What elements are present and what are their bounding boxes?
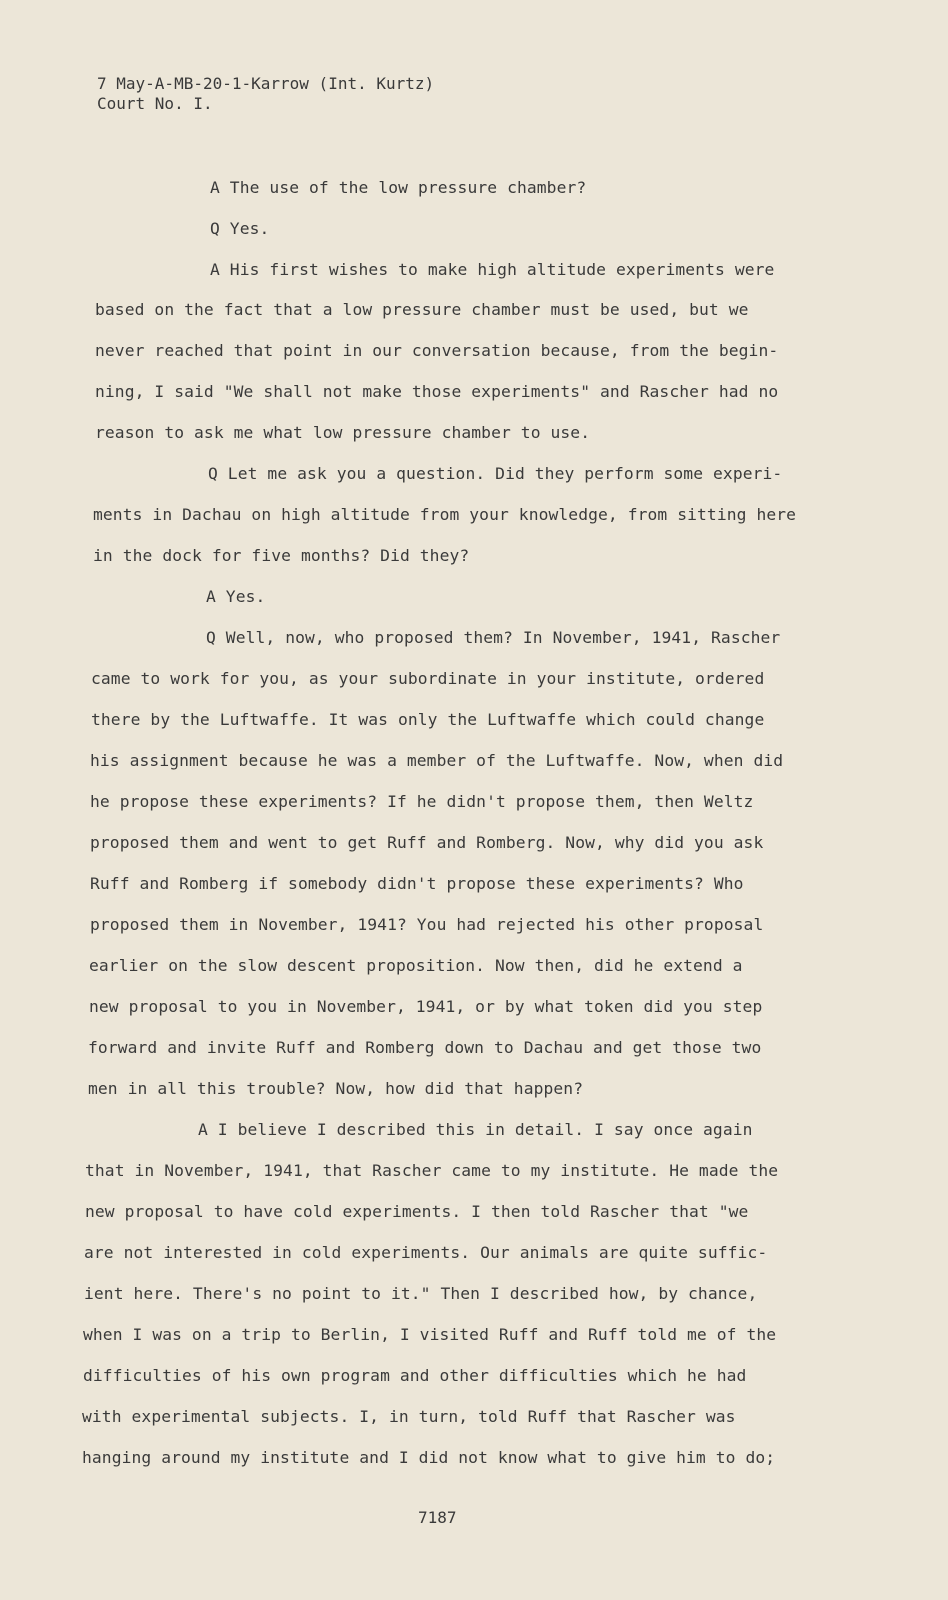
transcript-line: proposed them in November, 1941? You had rejected his other proposal [90,915,764,934]
transcript-line: ient here. There's no point to it." Then I described how, by chance, [84,1284,758,1303]
transcript-line: his assignment because he was a member of the Luftwaffe. Now, when did [90,751,784,770]
transcript-line: when I was on a trip to Berlin, I visited Ruff and Ruff told me of the [83,1325,777,1344]
transcript-line: A His first wishes to make high altitude experiments were [210,260,775,279]
transcript-line: A The use of the low pressure chamber? [210,178,587,197]
header-court: Court No. I. [97,94,213,113]
page-number: 7187 [418,1508,457,1527]
transcript-line: proposed them and went to get Ruff and Romberg. Now, why did you ask [90,833,764,852]
transcript-line: hanging around my institute and I did not know what to give him to do; [82,1448,776,1467]
transcript-line: ments in Dachau on high altitude from your knowledge, from sitting here [93,505,797,524]
transcript-line: with experimental subjects. I, in turn, told Ruff that Rascher was [82,1407,736,1426]
transcript-line: men in all this trouble? Now, how did that happen? [88,1079,584,1098]
document-header [97,74,434,114]
transcript-line: are not interested in cold experiments. Our animals are quite suffic- [84,1243,768,1262]
transcript-line: Q Well, now, who proposed them? In November, 1941, Rascher [206,628,781,647]
transcript-line: Q Let me ask you a question. Did they perform some experi- [208,464,783,483]
transcript-line: new proposal to you in November, 1941, or by what token did you step [89,997,763,1016]
transcript-line: there by the Luftwaffe. It was only the Luftwaffe which could change [91,710,765,729]
transcript-line: earlier on the slow descent proposition. Now then, did he extend a [89,956,743,975]
transcript-line: never reached that point in our conversation because, from the begin- [95,341,779,360]
transcript-line: A Yes. [206,587,266,606]
transcript-line: based on the fact that a low pressure chamber must be used, but we [95,300,749,319]
transcript-line: in the dock for five months? Did they? [93,546,470,565]
transcript-line: he propose these experiments? If he didn't propose them, then Weltz [90,792,754,811]
transcript-line: forward and invite Ruff and Romberg down to Dachau and get those two [88,1038,762,1057]
transcript-line: A I believe I described this in detail. I say once again [198,1120,753,1139]
transcript-line: came to work for you, as your subordinate in your institute, ordered [91,669,765,688]
transcript-line: ning, I said "We shall not make those experiments" and Rascher had no [95,382,779,401]
transcript-line: reason to ask me what low pressure chamber to use. [95,423,591,442]
transcript-line: that in November, 1941, that Rascher came to my institute. He made the [85,1161,779,1180]
header-reference: 7 May-A-MB-20-1-Karrow (Int. Kurtz) [97,74,435,93]
transcript-line: Ruff and Romberg if somebody didn't propose these experiments? Who [90,874,744,893]
transcript-line: new proposal to have cold experiments. I then told Rascher that "we [85,1202,749,1221]
transcript-line: Q Yes. [210,219,270,238]
transcript-line: difficulties of his own program and other difficulties which he had [83,1366,747,1385]
